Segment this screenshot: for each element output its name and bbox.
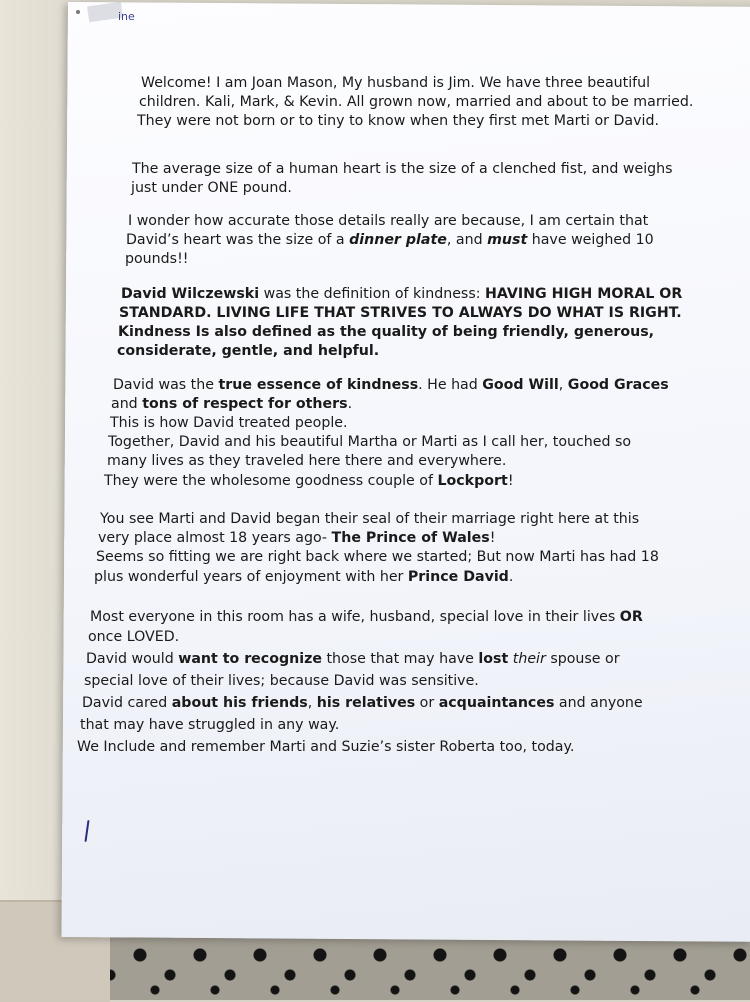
p3-line2: David’s heart was the size of a dinner plate, and must have weighed 10 [126, 232, 654, 248]
p2-line1: The average size of a human heart is the size of a clenched fist, and weighs [132, 161, 673, 177]
p4-line1: David Wilczewski was the definition of kindness: HAVING HIGH MORAL OR [121, 286, 683, 302]
p5-line6: They were the wholesome goodness couple of Lockport! [104, 473, 514, 489]
p6-line2: very place almost 18 years ago- The Prince of Wales! [98, 530, 496, 546]
p2-line2: just under ONE pound. [131, 180, 292, 196]
p7-line2: once LOVED. [88, 629, 180, 645]
p5-line5: many lives as they traveled here there and everywhere. [107, 453, 507, 469]
p5-line4: Together, David and his beautiful Martha or Marti as I call her, touched so [108, 434, 632, 450]
p6-line1: You see Marti and David began their seal of their marriage right here at this [100, 511, 640, 527]
p5-line2: and tons of respect for others. [111, 396, 353, 412]
p7-line7: We Include and remember Marti and Suzie’s sister Roberta too, today. [77, 739, 575, 755]
p7-line1: Most everyone in this room has a wife, husband, special love in their lives OR [90, 609, 643, 625]
p5-line1: David was the true essence of kindness. He had Good Will, Good Graces [113, 377, 669, 393]
p4-line4: considerate, gentle, and helpful. [117, 343, 380, 359]
p3-line3: pounds!! [125, 251, 189, 267]
p6-line3: Seems so fitting we are right back where we started; But now Marti has had 18 [96, 549, 659, 565]
handwritten-corner-note: ine [118, 10, 135, 23]
p7-line6: that may have struggled in any way. [80, 717, 340, 733]
corner-dot [76, 10, 80, 14]
leopard-fabric [60, 935, 750, 1000]
p1-line3: They were not born or to tiny to know when they first met Marti or David. [137, 113, 659, 129]
p3-line1: I wonder how accurate those details really are because, I am certain that [128, 213, 649, 229]
p1-line1: Welcome! I am Joan Mason, My husband is Jim. We have three beautiful [141, 75, 651, 91]
p5-line3: This is how David treated people. [110, 415, 348, 431]
p7-line5: David cared about his friends, his relatives or acquaintances and anyone [82, 695, 643, 711]
p4-line2: STANDARD. LIVING LIFE THAT STRIVES TO ALWAYS DO WHAT IS RIGHT. [119, 305, 682, 321]
p1-line2: children. Kali, Mark, & Kevin. All grown now, married and about to be married. [139, 94, 694, 110]
p6-line4: plus wonderful years of enjoyment with her Prince David. [94, 569, 514, 585]
p7-line4: special love of their lives; because David was sensitive. [84, 673, 479, 689]
p4-line3: Kindness Is also defined as the quality of being friendly, generous, [118, 324, 655, 340]
p7-line3: David would want to recognize those that may have lost their spouse or [86, 651, 620, 667]
